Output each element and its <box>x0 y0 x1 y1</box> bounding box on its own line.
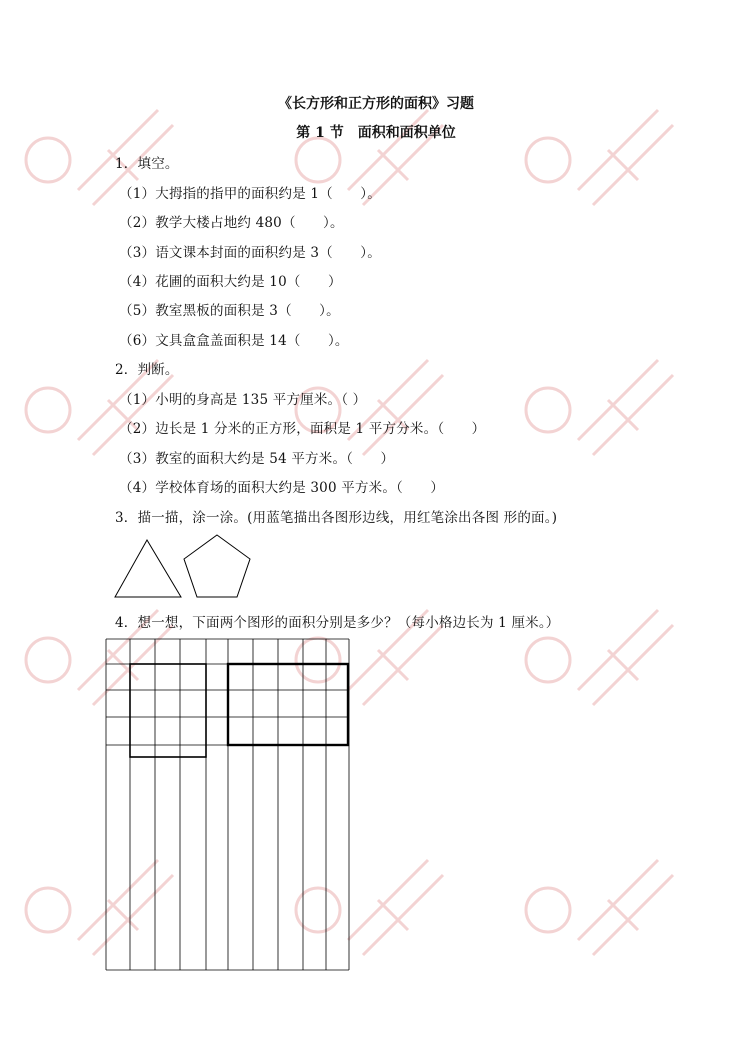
q1-item: （5）教室黑板的面积是 3（ ）。 <box>119 303 340 319</box>
page-title: 《长方形和正方形的面积》习题 <box>278 96 474 112</box>
q2-heading: 2．判断。 <box>115 362 179 378</box>
q1-item: （6）文具盒盒盖面积是 14（ ）。 <box>119 333 349 349</box>
q3-heading: 3．描一描，涂一涂。(用蓝笔描出各图形边线，用红笔涂出各图 形的面。) <box>115 510 558 526</box>
right-rectangle-outline <box>228 664 348 745</box>
q1-item: （2）教学大楼占地约 480（ ）。 <box>119 215 344 231</box>
section-title: 第 1 节 面积和面积单位 <box>296 125 456 141</box>
left-rectangle-outline <box>130 664 206 757</box>
q2-item: （1）小明的身高是 135 平方厘米。（ ） <box>119 392 367 408</box>
q2-item: （3）教室的面积大约是 54 平方米。（ ） <box>119 451 395 467</box>
q1-item: （3）语文课本封面的面积约是 3（ ）。 <box>119 245 381 261</box>
q1-heading: 1．填空。 <box>115 156 179 172</box>
q2-item: （2）边长是 1 分米的正方形，面积是 1 平方分米。（ ） <box>119 421 486 437</box>
q2-item: （4）学校体育场的面积大约是 300 平方米。（ ） <box>119 480 445 496</box>
q1-item: （4）花圃的面积大约是 10（ ） <box>119 274 342 290</box>
q1-item: （1）大拇指的指甲的面积约是 1（ ）。 <box>119 186 381 202</box>
q4-heading: 4．想一想，下面两个图形的面积分别是多少？（每小格边长为 1 厘米。） <box>115 615 560 631</box>
